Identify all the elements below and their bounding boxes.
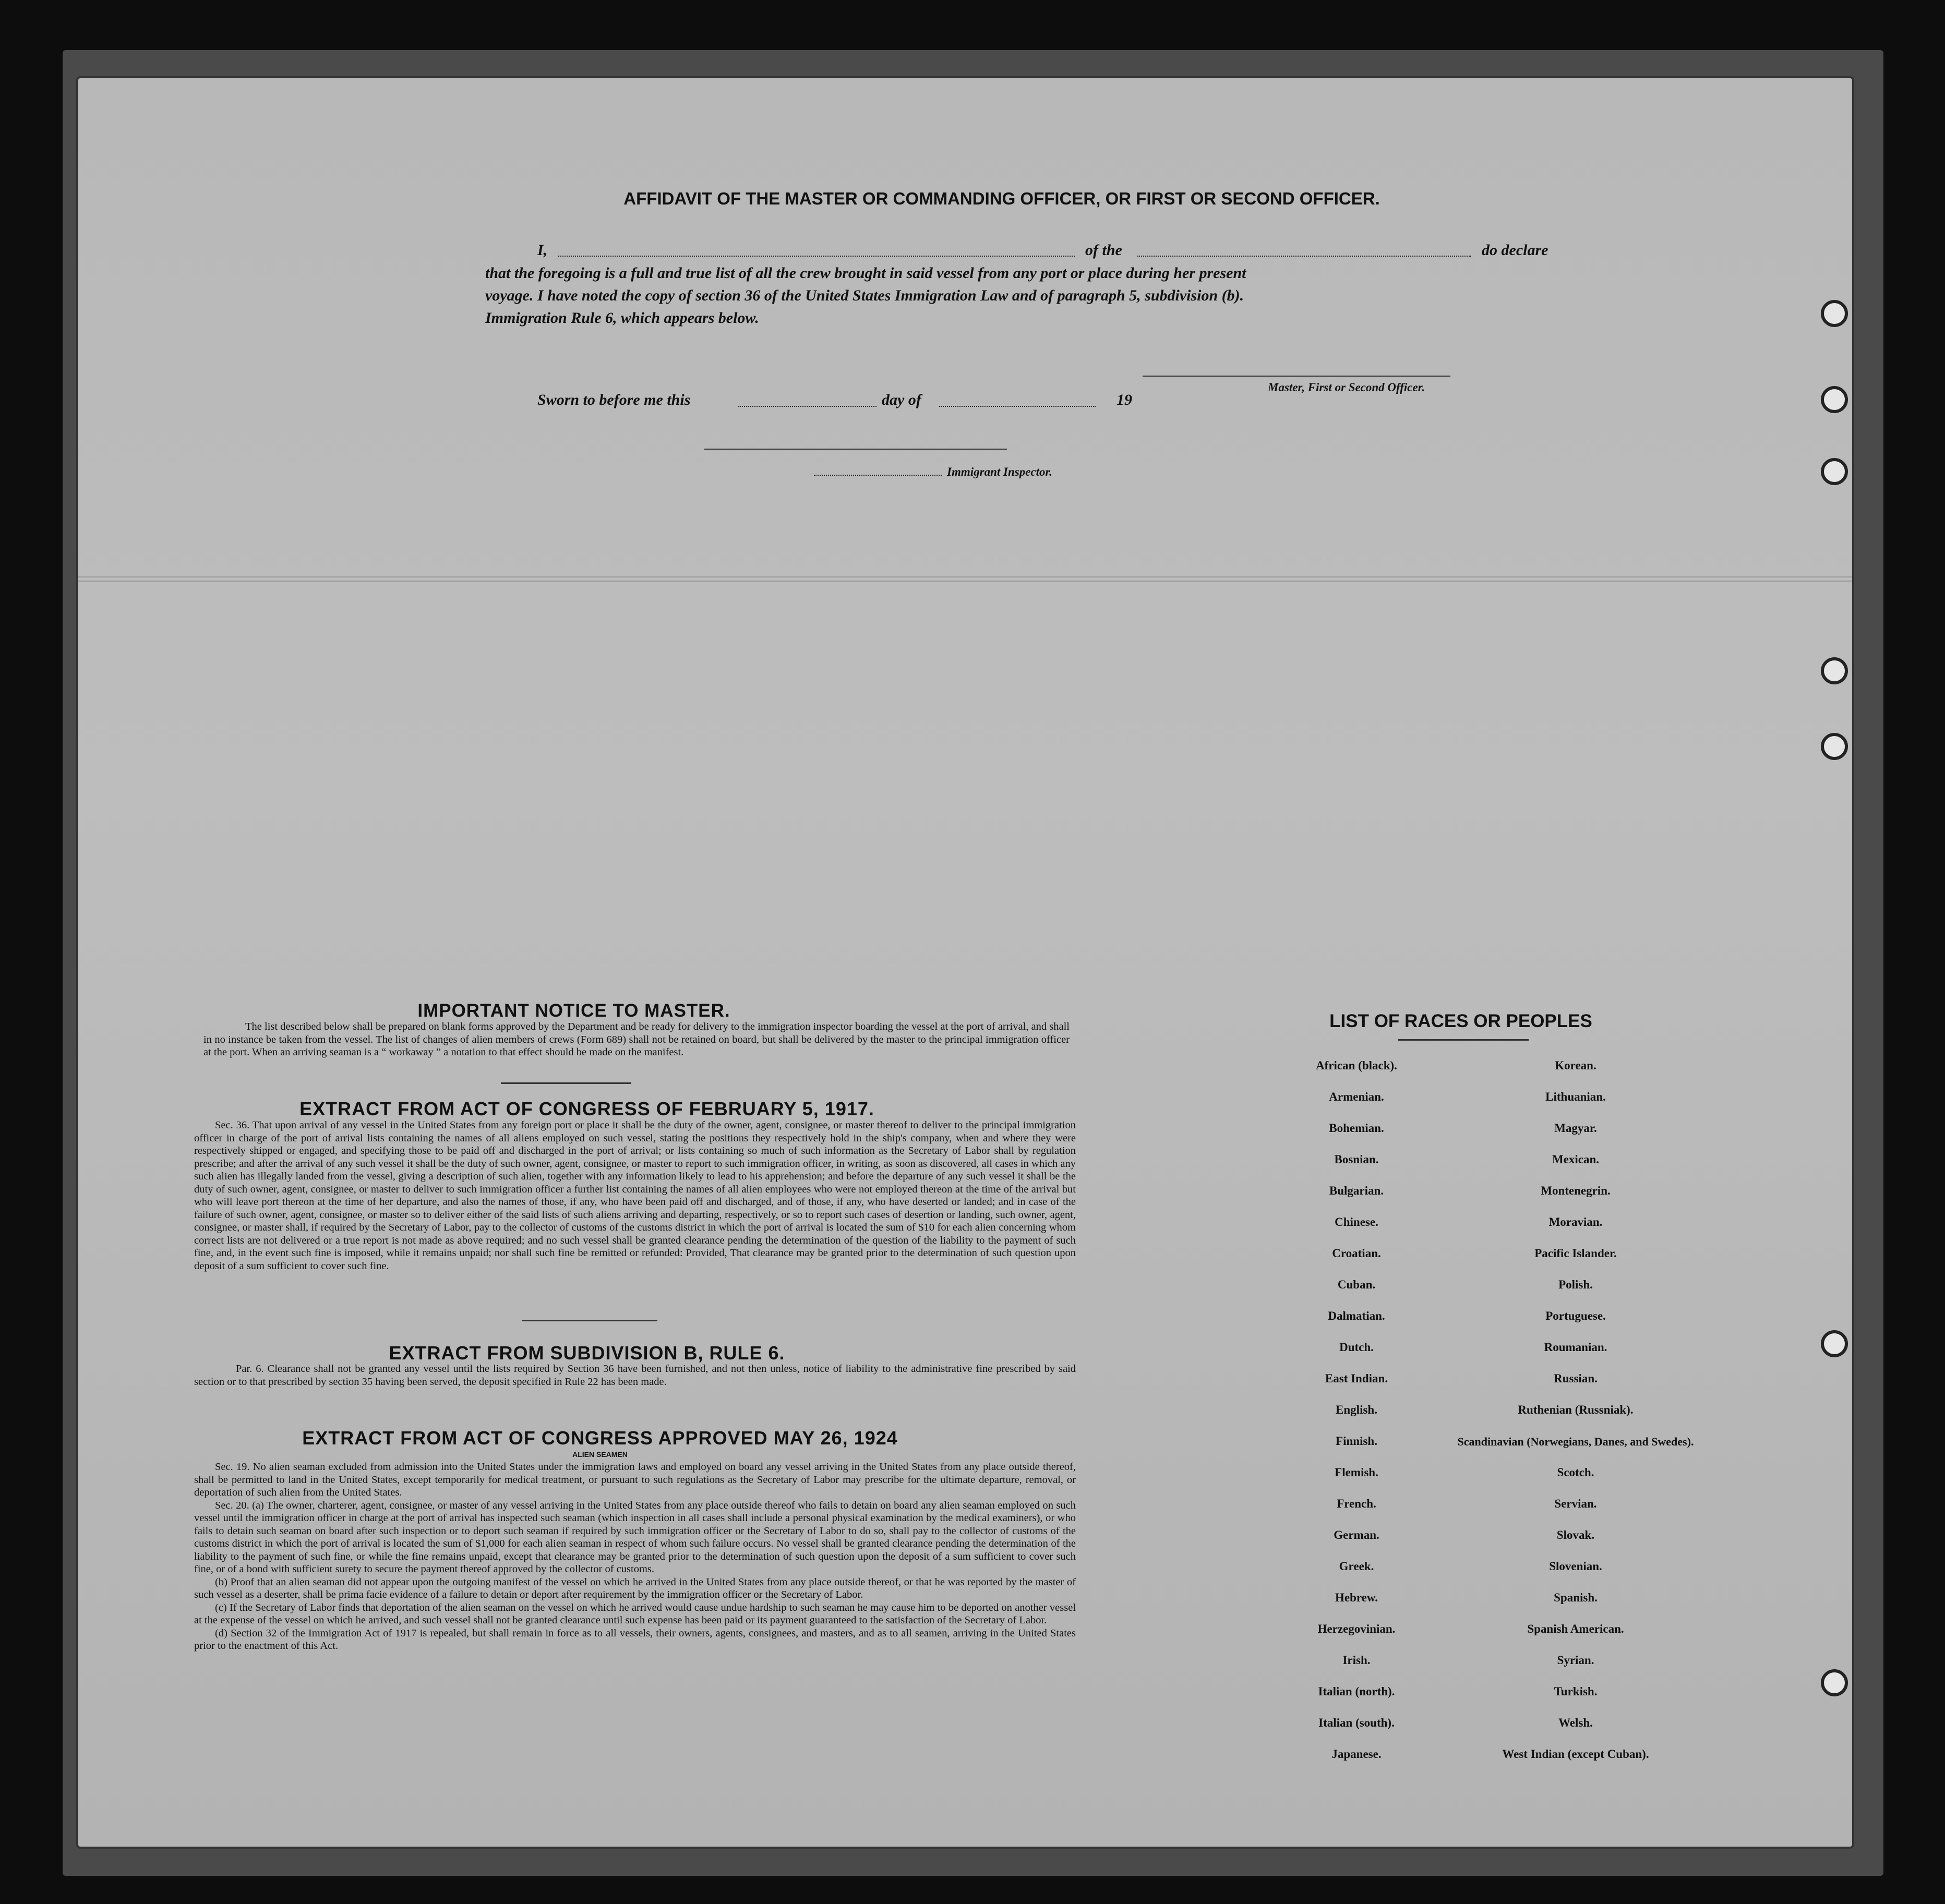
rule6-title: EXTRACT FROM SUBDIVISION B, RULE 6. [389, 1342, 785, 1364]
punch-hole [1821, 1669, 1848, 1696]
sworn-day-line[interactable] [738, 406, 877, 407]
document-page [78, 78, 1852, 1847]
race-item: Italian (north). [1318, 1685, 1395, 1698]
race-item: Hebrew. [1335, 1591, 1378, 1604]
affidavit-i-label: I, [537, 242, 548, 259]
race-item: Russian. [1554, 1372, 1598, 1385]
race-item: West Indian (except Cuban). [1502, 1748, 1649, 1761]
race-item: Turkish. [1554, 1685, 1598, 1698]
sec20d-paragraph: (d) Section 32 of the Immigration Act of 1917 is repealed, but shall remain in force as to all vessels, their owners, agents, consignees, and masters, and as to all seamen, arriving in the United States prior to the enactment of this Act. [194, 1627, 1076, 1652]
race-item: Bohemian. [1329, 1122, 1384, 1135]
race-item: Italian (south). [1318, 1716, 1395, 1729]
race-item: Moravian. [1548, 1215, 1603, 1228]
race-item: Flemish. [1335, 1466, 1378, 1479]
race-item: Japanese. [1331, 1748, 1382, 1761]
affidavit-text-line2: voyage. I have noted the copy of section 36 of the United States Immigration Law and of paragraph 5, subdivision (b). [485, 287, 1244, 304]
name-field-line[interactable] [558, 256, 1075, 257]
punch-hole [1821, 300, 1848, 327]
day-of-label: day of [882, 391, 921, 408]
sec19-paragraph: Sec. 19. No alien seaman excluded from admission into the United States under the immigration laws and employed on board any vessel arriving in the United States from any place outside thereof, shall be permitted to land in the United States, except temporarily for medical treatment, or pursuant to such regulations as the Secretary of Labor may prescribe for the ultimate departure, removal, or deportation of such alien from the United States. [194, 1461, 1076, 1498]
divider [1398, 1039, 1529, 1041]
race-item: Mexican. [1552, 1153, 1600, 1166]
race-item: English. [1336, 1403, 1377, 1416]
affidavit-text-line3: Immigration Rule 6, which appears below. [485, 309, 759, 327]
race-item: Dalmatian. [1328, 1309, 1385, 1322]
race-item: Syrian. [1557, 1654, 1594, 1667]
rule6-body: Par. 6. Clearance shall not be granted any vessel until the lists required by Section 36 have been furnished, and not then unless, notice of liability to the administrative fine prescribed by said section or to that prescribed by section 35 having been served, the deposit specified in Rule 22 has been made. [194, 1363, 1076, 1388]
extract-1924-subtitle: ALIEN SEAMEN [572, 1450, 628, 1459]
punch-hole [1821, 657, 1848, 684]
page-fold [78, 576, 1852, 582]
punch-hole [1821, 386, 1848, 413]
vessel-field-line[interactable] [1137, 256, 1471, 257]
punch-hole [1821, 733, 1848, 760]
race-item: Croatian. [1332, 1247, 1381, 1260]
sworn-label: Sworn to before me this [537, 391, 691, 408]
extract-1924-body [194, 1461, 1076, 1653]
race-item: Armenian. [1329, 1090, 1384, 1103]
affidavit-text-line1: that the foregoing is a full and true list of all the crew brought in said vessel from any port or place during her present [485, 264, 1246, 282]
sworn-month-line[interactable] [939, 406, 1096, 407]
divider [501, 1082, 631, 1084]
races-left-column [1247, 1059, 1466, 1779]
extract-1917-title: EXTRACT FROM ACT OF CONGRESS OF FEBRUARY 5, 1917. [299, 1098, 874, 1119]
race-item: African (black). [1316, 1059, 1397, 1072]
race-item: East Indian. [1325, 1372, 1388, 1385]
race-item: Dutch. [1339, 1341, 1374, 1354]
race-item: Cuban. [1337, 1278, 1376, 1291]
sec20b-paragraph: (b) Proof that an alien seaman did not appear upon the outgoing manifest of the vessel on which he arrived in the United States from any place outside thereof, or that he was reported by the master of such vessel as a deserter, shall be prima facie evidence of a failure to detain or deport after requirement by the immigration officer or the Secretary of Labor. [194, 1576, 1076, 1600]
race-item: French. [1337, 1497, 1376, 1510]
notice-title: IMPORTANT NOTICE TO MASTER. [417, 1001, 730, 1021]
affidavit-of-the: of the [1085, 242, 1122, 259]
race-item: Bosnian. [1334, 1153, 1379, 1166]
races-title: LIST OF RACES OR PEOPLES [1329, 1011, 1592, 1031]
affidavit-title: AFFIDAVIT OF THE MASTER OR COMMANDING OFFICER, OR FIRST OR SECOND OFFICER. [623, 189, 1380, 208]
year-label: 19 [1116, 391, 1132, 408]
race-item: Ruthenian (Russniak). [1518, 1403, 1634, 1416]
race-item: Herzegovinian. [1317, 1622, 1396, 1635]
race-item: Welsh. [1558, 1716, 1593, 1729]
inspector-signature-line[interactable] [704, 449, 1007, 450]
race-item: Magyar. [1554, 1122, 1597, 1135]
divider [522, 1320, 657, 1321]
signature-label: Master, First or Second Officer. [1268, 381, 1425, 394]
race-item: Slovak. [1556, 1528, 1595, 1541]
race-item: Finnish. [1336, 1435, 1377, 1448]
affidavit-do-declare: do declare [1482, 242, 1548, 259]
race-item: Spanish American. [1527, 1622, 1624, 1635]
race-item: Scotch. [1557, 1466, 1594, 1479]
race-item: Servian. [1554, 1497, 1597, 1510]
race-item: Korean. [1555, 1059, 1596, 1072]
race-item: Spanish. [1554, 1591, 1598, 1604]
race-item: German. [1334, 1528, 1379, 1541]
punch-hole [1821, 458, 1848, 485]
races-right-column [1445, 1059, 1706, 1779]
signature-line[interactable] [1143, 376, 1450, 377]
notice-body: The list described below shall be prepared on blank forms approved by the Department and be ready for delivery to the immigration inspector boarding the vessel at the port of arrival, and shall in no instance be taken from the vessel. The list of changes of alien members of crews (Form 689) shall not be retained on board, but shall be delivered by the master to the principal immigration officer at the port. When an arriving seaman is a “ workaway ” a notation to that effect should be made on the manifest. [203, 1021, 1070, 1058]
race-item: Irish. [1342, 1654, 1371, 1667]
race-item: Roumanian. [1544, 1341, 1607, 1354]
race-item: Greek. [1339, 1560, 1374, 1573]
sec20c-paragraph: (c) If the Secretary of Labor finds that deportation of the alien seaman on the vessel on which he arrived would cause undue hardship to such seaman he may cause him to be deported on another vessel at the expense of the vessel on which he arrived, and such vessel shall not be granted clearance until such expense has been paid or its payment guaranteed to the satisfaction of the Secretary of Labor. [194, 1601, 1076, 1626]
race-item: Scandinavian (Norwegians, Danes, and Swedes). [1457, 1435, 1694, 1448]
inspector-label: Immigrant Inspector. [947, 465, 1052, 478]
race-item: Polish. [1558, 1278, 1593, 1291]
sec20a-paragraph: Sec. 20. (a) The owner, charterer, agent, consignee, or master of any vessel arriving in the United States from any place outside thereof who fails to detain on board any alien seaman employed on such vessel until the immigration officer in charge at the port of arrival has inspected such seaman (which inspection in all cases shall include a personal physical examination by the medical examiners), or who fails to detain such seaman on board after such inspection or to deport such seaman if required by such immigration officer or the Secretary of Labor to do so, shall pay to the collector of customs of the customs district in which the port of arrival is located the sum of $1,000 for each alien seaman in respect of whom such failure occurs. No vessel shall be granted clearance pending the determination of the liability to the payment of such fine, or while the fine remains unpaid, except that clearance may be granted prior to the determination of such question upon the deposit of a sum sufficient to cover such fine, or of a bond with sufficient surety to secure the payment thereof approved by the collector of customs. [194, 1499, 1076, 1575]
punch-hole [1821, 1330, 1848, 1357]
inspector-dotted-line [814, 475, 942, 476]
race-item: Portuguese. [1545, 1309, 1606, 1322]
extract-1924-title: EXTRACT FROM ACT OF CONGRESS APPROVED MAY 26, 1924 [302, 1427, 898, 1449]
race-item: Slovenian. [1549, 1560, 1602, 1573]
race-item: Lithuanian. [1545, 1090, 1606, 1103]
race-item: Chinese. [1335, 1215, 1378, 1228]
extract-1917-body: Sec. 36. That upon arrival of any vessel in the United States from any foreign port or place it shall be the duty of the owner, agent, consignee, or master thereof to deliver to the principal immigration officer in charge of the port of arrival lists containing the names of all aliens employed on such vessel, stating the positions they respectively hold in the ship's company, when and where they were respectively shipped or engaged, and specifying those to be paid off and discharged in the port of arrival; or lists containing so much of such information as the Secretary of Labor shall by regulation prescribe; and after the arrival of any such vessel it shall be the duty of such owner, agent, consignee, or master to report to such immigration officer, in writing, as soon as discovered, all cases in which any such alien has illegally landed from the vessel, giving a description of such alien, together with any information likely to lead to his apprehension; and before the departure of any such vessel it shall be the duty of such owner, agent, consignee, or master to deliver to such immigration officer a further list containing the names of all alien employees who were not employed thereon at the time of the arrival but who will leave port thereon at the time of her departure, and also the names of those, if any, who have been paid off and discharged, and of those, if any, who have deserted or landed; and in case of the failure of such owner, agent, consignee, or master so to deliver either of the said lists of such aliens arriving and departing, respectively, or so to report such cases of desertion or landing, such owner, agent, consignee, or master shall, if required by the Secretary of Labor, pay to the collector of customs of the customs district in which the port of arrival is located the sum of $10 for each alien concerning whom correct lists are not delivered or a true report is not made as above required; and no such vessel shall be granted clearance pending the determination of the question of the liability to the payment of such fine, and, in the event such fine is imposed, while it remains unpaid; nor shall such fine be remitted or refunded: Provided, That clearance may be granted prior to the determination of such question upon deposit of a sum sufficient to cover such fine. [194, 1119, 1076, 1272]
race-item: Montenegrin. [1541, 1184, 1611, 1197]
race-item: Pacific Islander. [1534, 1247, 1617, 1260]
race-item: Bulgarian. [1329, 1184, 1384, 1197]
